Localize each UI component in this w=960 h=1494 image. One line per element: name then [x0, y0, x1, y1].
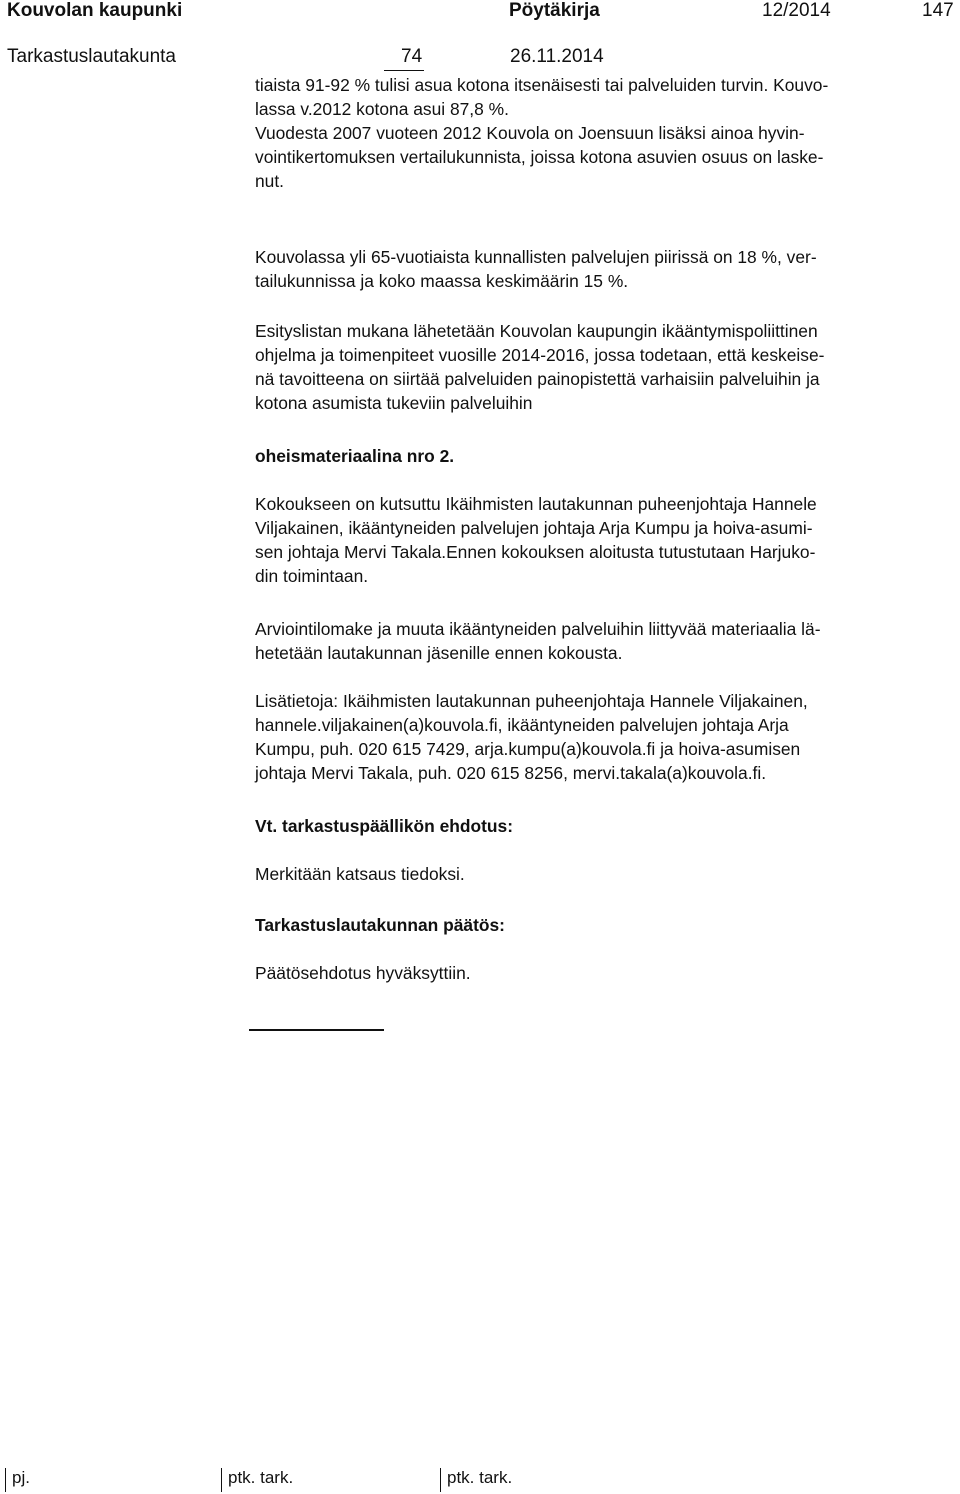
text-line: Viljakainen, ikääntyneiden palvelujen johtaja Arja Kumpu ja hoiva-asumi- — [255, 518, 813, 538]
text-line: Päätösehdotus hyväksyttiin. — [255, 963, 471, 983]
footer-initials-chair — [5, 1466, 30, 1490]
paragraph-services-share — [255, 245, 950, 293]
paragraph-contact-info — [255, 689, 950, 785]
footer-label: pj. — [12, 1468, 30, 1487]
text-line: nä tavoitteena on siirtää palveluiden painopistettä varhaisiin palveluihin ja — [255, 369, 820, 389]
committee-name: Tarkastuslautakunta — [7, 46, 176, 67]
text-line: din toimintaan. — [255, 566, 369, 586]
text-line: Lisätietoja: Ikäihmisten lautakunnan puheenjohtaja Hannele Viljakainen, — [255, 691, 808, 711]
footer-label: ptk. tark. — [447, 1468, 513, 1487]
footer-divider — [5, 1468, 6, 1492]
text-line: oheismateriaalina nro 2. — [255, 446, 455, 466]
issue-number: 12/2014 — [762, 0, 831, 21]
text-line: Arviointilomake ja muuta ikääntyneiden palveluihin liittyvää materiaalia lä- — [255, 619, 821, 639]
footer-divider — [221, 1468, 222, 1492]
paragraph-home-living — [255, 73, 950, 193]
text-line: Vt. tarkastuspäällikön ehdotus: — [255, 816, 514, 836]
text-line: vointikertomuksen vertailukunnista, joissa kotona asuvien osuus on laske- — [255, 147, 824, 167]
proposal-heading — [255, 814, 950, 838]
text-line: Vuodesta 2007 vuoteen 2012 Kouvola on Joensuun lisäksi ainoa hyvin- — [255, 123, 805, 143]
text-line: lassa v.2012 kotona asui 87,8 %. — [255, 99, 509, 119]
paragraph-invitees — [255, 492, 950, 588]
footer-initials-examiner-1 — [221, 1466, 293, 1490]
text-line: ohjelma ja toimenpiteet vuosille 2014-2016, jossa todetaan, että keskeise- — [255, 345, 825, 365]
decision-text — [255, 961, 950, 985]
signature-rule — [249, 1029, 384, 1031]
text-line: Tarkastuslautakunnan päätös: — [255, 915, 505, 935]
text-line: kotona asumista tukeviin palveluihin — [255, 393, 533, 413]
text-line: hetetään lautakunnan jäsenille ennen kokousta. — [255, 643, 623, 663]
section-number: 74 — [401, 46, 423, 67]
text-line: tailukunnissa ja koko maassa keskimäärin 15 %. — [255, 271, 629, 291]
text-line: nut. — [255, 171, 285, 191]
document-type: Pöytäkirja — [509, 0, 600, 21]
text-line: tiaista 91-92 % tulisi asua kotona itsenäisesti tai palveluiden turvin. Kouvo- — [255, 75, 829, 95]
text-line: Kouvolassa yli 65-vuotiaista kunnallisten palvelujen piirissä on 18 %, ver- — [255, 247, 817, 267]
text-line: Esityslistan mukana lähetetään Kouvolan kaupungin ikääntymispoliittinen — [255, 321, 818, 341]
footer-initials-examiner-2 — [440, 1466, 512, 1490]
footer-divider — [440, 1468, 441, 1492]
text-line: hannele.viljakainen(a)kouvola.fi, ikääntyneiden palvelujen johtaja Arja — [255, 715, 789, 735]
text-line: Kumpu, puh. 020 615 7429, arja.kumpu(a)kouvola.fi ja hoiva-asumisen — [255, 739, 801, 759]
paragraph-aging-policy — [255, 319, 950, 415]
text-line: Merkitään katsaus tiedoksi. — [255, 864, 465, 884]
section-underline — [384, 70, 424, 71]
attachment-reference — [255, 444, 950, 468]
text-line: Kokoukseen on kutsuttu Ikäihmisten lautakunnan puheenjohtaja Hannele — [255, 494, 817, 514]
text-line: sen johtaja Mervi Takala.Ennen kokouksen aloitusta tutustutaan Harjuko- — [255, 542, 816, 562]
paragraph-evaluation-form — [255, 617, 950, 665]
decision-heading — [255, 913, 950, 937]
page-number: 147 — [922, 0, 954, 21]
meeting-date: 26.11.2014 — [510, 46, 604, 67]
organization-name: Kouvolan kaupunki — [7, 0, 183, 21]
footer-label: ptk. tark. — [228, 1468, 294, 1487]
text-line: johtaja Mervi Takala, puh. 020 615 8256, mervi.takala(a)kouvola.fi. — [255, 763, 767, 783]
proposal-text — [255, 862, 950, 886]
